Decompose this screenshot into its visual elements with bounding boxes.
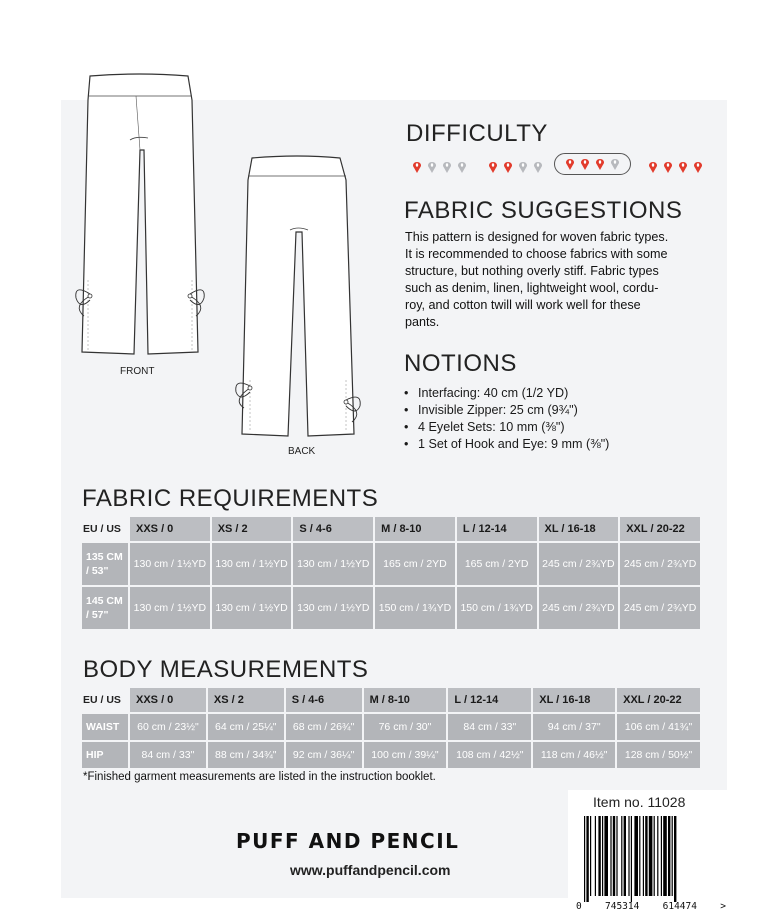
size-header: S / 4-6 bbox=[286, 688, 362, 712]
size-header: XL / 16-18 bbox=[533, 688, 615, 712]
body-measurements-table bbox=[80, 686, 702, 770]
metric-value: 94 cm bbox=[547, 721, 577, 733]
difficulty-title: DIFFICULTY bbox=[406, 120, 548, 147]
table-cell: 76 cm / 30" bbox=[364, 714, 447, 740]
imperial-value: 42½" bbox=[499, 749, 524, 761]
difficulty-level-4 bbox=[646, 158, 705, 175]
size-header: XXS / 0 bbox=[130, 688, 206, 712]
table-cell: 130 cm / 1½YD bbox=[212, 587, 292, 629]
imperial-value: 37" bbox=[585, 721, 601, 733]
table-cell: 150 cm / 1¾YD bbox=[457, 587, 537, 629]
front-pants-illustration bbox=[70, 70, 210, 370]
difficulty-level-2 bbox=[486, 158, 545, 175]
needle-icon bbox=[440, 160, 454, 174]
table-cell: 245 cm / 2¾YD bbox=[620, 587, 700, 629]
table-cell: 130 cm / 1½YD bbox=[130, 587, 210, 629]
metric-value: 64 cm bbox=[215, 721, 244, 733]
needle-icon bbox=[516, 160, 530, 174]
barcode-area bbox=[568, 790, 728, 918]
imperial-value: 41¾" bbox=[668, 721, 693, 733]
metric-value: 130 cm bbox=[297, 558, 332, 570]
needle-icon bbox=[691, 160, 705, 174]
difficulty-level-3 bbox=[554, 153, 631, 175]
table-cell: 84 cm / 33" bbox=[130, 742, 206, 768]
table-cell: 130 cm / 1½YD bbox=[293, 543, 373, 585]
needle-icon bbox=[531, 160, 545, 174]
table-cell: 130 cm / 1½YD bbox=[212, 543, 292, 585]
metric-value: 108 cm bbox=[456, 749, 491, 761]
metric-value: 245 cm bbox=[623, 602, 659, 614]
fabric-line: such as denim, linen, lightweight wool, cordu- bbox=[405, 281, 659, 295]
needle-icon bbox=[593, 157, 607, 171]
imperial-value: 2¾YD bbox=[585, 558, 615, 570]
imperial-value: 26¾" bbox=[330, 721, 355, 733]
imperial-value: 33" bbox=[178, 749, 195, 761]
fabric-requirements-title: FABRIC REQUIREMENTS bbox=[82, 485, 379, 512]
fabric-line: pants. bbox=[405, 315, 440, 329]
table-cell: 165 cm / 2YD bbox=[375, 543, 455, 585]
table-cell: 68 cm / 26¾" bbox=[286, 714, 362, 740]
size-header: XXL / 20-22 bbox=[620, 517, 700, 541]
table-cell: 245 cm / 2¾YD bbox=[620, 543, 700, 585]
metric-value: 130 cm bbox=[133, 602, 169, 614]
needle-icon bbox=[425, 160, 439, 174]
size-header: M / 8-10 bbox=[375, 517, 455, 541]
fabric-line: It is recommended to choose fabrics with some bbox=[405, 247, 668, 261]
fabric-suggestions-title: FABRIC SUGGESTIONS bbox=[404, 197, 683, 224]
table-cell: 92 cm / 36¼" bbox=[286, 742, 362, 768]
imperial-value: 36¼" bbox=[330, 749, 355, 761]
row-label-inch: / 53" bbox=[86, 565, 109, 577]
metric-value: 130 cm bbox=[215, 602, 250, 614]
table-cell: 84 cm / 33" bbox=[448, 714, 531, 740]
row-label bbox=[82, 587, 128, 629]
back-pants-illustration bbox=[228, 150, 368, 450]
metric-value: 60 cm bbox=[137, 721, 166, 733]
metric-value: 76 cm bbox=[378, 721, 408, 733]
barcode-digit: > bbox=[720, 901, 726, 912]
table-cell: 245 cm / 2¾YD bbox=[539, 543, 619, 585]
needle-icon bbox=[676, 160, 690, 174]
size-header: XXL / 20-22 bbox=[617, 688, 700, 712]
needle-icon bbox=[410, 160, 424, 174]
table-cell: 106 cm / 41¾" bbox=[617, 714, 700, 740]
front-label: FRONT bbox=[120, 366, 155, 377]
footnote: *Finished garment measurements are listed in the instruction booklet. bbox=[83, 771, 436, 783]
imperial-value: 2YD bbox=[426, 558, 447, 570]
table-cell: 128 cm / 50½" bbox=[617, 742, 700, 768]
imperial-value: 2YD bbox=[508, 558, 529, 570]
row-label-width: 145 CM bbox=[86, 595, 123, 607]
notion-item: • 1 Set of Hook and Eye: 9 mm (⅜") bbox=[404, 436, 609, 453]
imperial-value: 1½YD bbox=[258, 558, 288, 570]
imperial-value: 39¼" bbox=[414, 749, 439, 761]
metric-value: 165 cm bbox=[383, 558, 418, 570]
needle-icon bbox=[661, 160, 675, 174]
imperial-value: 1½YD bbox=[258, 602, 288, 614]
table-cell: 118 cm / 46½" bbox=[533, 742, 615, 768]
fabric-line: structure, but nothing overly stiff. Fabric types bbox=[405, 264, 659, 278]
imperial-value: 1½YD bbox=[176, 602, 207, 614]
metric-value: 150 cm bbox=[378, 602, 414, 614]
metric-value: 130 cm bbox=[133, 558, 169, 570]
table-cell: 108 cm / 42½" bbox=[448, 742, 531, 768]
imperial-value: 2¾YD bbox=[667, 558, 697, 570]
imperial-value: 1½YD bbox=[340, 558, 370, 570]
difficulty-rating bbox=[410, 158, 719, 175]
fabric-line: roy, and cotton twill will work well for these bbox=[405, 298, 641, 312]
metric-value: 128 cm bbox=[624, 749, 660, 761]
size-header: L / 12-14 bbox=[457, 517, 537, 541]
metric-value: 118 cm bbox=[540, 749, 575, 761]
table-cell: 130 cm / 1½YD bbox=[130, 543, 210, 585]
table-cell: 165 cm / 2YD bbox=[457, 543, 537, 585]
size-header: M / 8-10 bbox=[364, 688, 447, 712]
row-label: HIP bbox=[82, 742, 128, 768]
metric-value: 245 cm bbox=[623, 558, 659, 570]
imperial-value: 33" bbox=[500, 721, 517, 733]
table-cell: 88 cm / 34¾" bbox=[208, 742, 284, 768]
size-corner-label: EU / US bbox=[83, 523, 121, 535]
imperial-value: 1½YD bbox=[340, 602, 370, 614]
size-header: XXS / 0 bbox=[130, 517, 210, 541]
needle-icon bbox=[563, 157, 577, 171]
table-cell: 94 cm / 37" bbox=[533, 714, 615, 740]
metric-value: 84 cm bbox=[463, 721, 493, 733]
fabric-line: This pattern is designed for woven fabric types. bbox=[405, 230, 669, 244]
metric-value: 100 cm bbox=[371, 749, 406, 761]
imperial-value: 1¾YD bbox=[503, 602, 533, 614]
item-number: Item no. 11028 bbox=[593, 794, 686, 810]
barcode-digits bbox=[576, 901, 726, 912]
barcode-icon bbox=[582, 816, 722, 904]
size-header: S / 4-6 bbox=[293, 517, 373, 541]
metric-value: 150 cm bbox=[460, 602, 495, 614]
metric-value: 88 cm bbox=[215, 749, 244, 761]
needle-icon bbox=[646, 160, 660, 174]
notion-item: • 4 Eyelet Sets: 10 mm (⅜") bbox=[404, 419, 609, 436]
metric-value: 245 cm bbox=[542, 602, 577, 614]
table-cell: 60 cm / 23½" bbox=[130, 714, 206, 740]
notions-title: NOTIONS bbox=[404, 350, 517, 377]
needle-icon bbox=[608, 157, 622, 171]
size-header: XS / 2 bbox=[208, 688, 284, 712]
table-cell: 130 cm / 1½YD bbox=[293, 587, 373, 629]
body-measurements-title: BODY MEASUREMENTS bbox=[83, 656, 369, 683]
size-corner-label: EU / US bbox=[83, 694, 121, 706]
metric-value: 106 cm bbox=[624, 721, 660, 733]
brand-name: PUFF AND PENCIL bbox=[236, 829, 460, 853]
notions-list bbox=[404, 385, 609, 453]
barcode-digit: 0 bbox=[576, 901, 582, 912]
notion-item: • Interfacing: 40 cm (1/2 YD) bbox=[404, 385, 609, 402]
size-header: XS / 2 bbox=[212, 517, 292, 541]
imperial-value: 2¾YD bbox=[585, 602, 615, 614]
metric-value: 130 cm bbox=[215, 558, 250, 570]
imperial-value: 1½YD bbox=[176, 558, 207, 570]
metric-value: 165 cm bbox=[464, 558, 500, 570]
needle-icon bbox=[486, 160, 500, 174]
metric-value: 245 cm bbox=[542, 558, 577, 570]
table-cell: 64 cm / 25¼" bbox=[208, 714, 284, 740]
imperial-value: 25¼" bbox=[252, 721, 277, 733]
imperial-value: 30" bbox=[415, 721, 432, 733]
imperial-value: 1¾YD bbox=[421, 602, 452, 614]
barcode-digit: 745314 bbox=[605, 901, 640, 912]
notion-item: • Invisible Zipper: 25 cm (9¾") bbox=[404, 402, 609, 419]
table-cell: 150 cm / 1¾YD bbox=[375, 587, 455, 629]
imperial-value: 46½" bbox=[583, 749, 608, 761]
row-label-inch: / 57" bbox=[86, 609, 109, 621]
metric-value: 84 cm bbox=[141, 749, 171, 761]
fabric-requirements-table bbox=[80, 515, 702, 631]
imperial-value: 34¾" bbox=[252, 749, 277, 761]
imperial-value: 50½" bbox=[668, 749, 693, 761]
row-label bbox=[82, 543, 128, 585]
difficulty-level-1 bbox=[410, 158, 469, 175]
table-cell: 245 cm / 2¾YD bbox=[539, 587, 619, 629]
brand-url: www.puffandpencil.com bbox=[290, 862, 451, 878]
table-cell: 100 cm / 39¼" bbox=[364, 742, 447, 768]
row-label-width: 135 CM bbox=[86, 551, 123, 563]
metric-value: 68 cm bbox=[292, 721, 322, 733]
metric-value: 92 cm bbox=[292, 749, 322, 761]
barcode-digit: 614474 bbox=[662, 901, 697, 912]
row-label: WAIST bbox=[82, 714, 128, 740]
metric-value: 130 cm bbox=[297, 602, 332, 614]
imperial-value: 2¾YD bbox=[667, 602, 697, 614]
imperial-value: 23½" bbox=[174, 721, 199, 733]
needle-icon bbox=[501, 160, 515, 174]
needle-icon bbox=[455, 160, 469, 174]
back-label: BACK bbox=[288, 446, 316, 457]
size-header: L / 12-14 bbox=[448, 688, 531, 712]
size-header: XL / 16-18 bbox=[539, 517, 619, 541]
needle-icon bbox=[578, 157, 592, 171]
fabric-suggestions-text bbox=[405, 229, 725, 331]
